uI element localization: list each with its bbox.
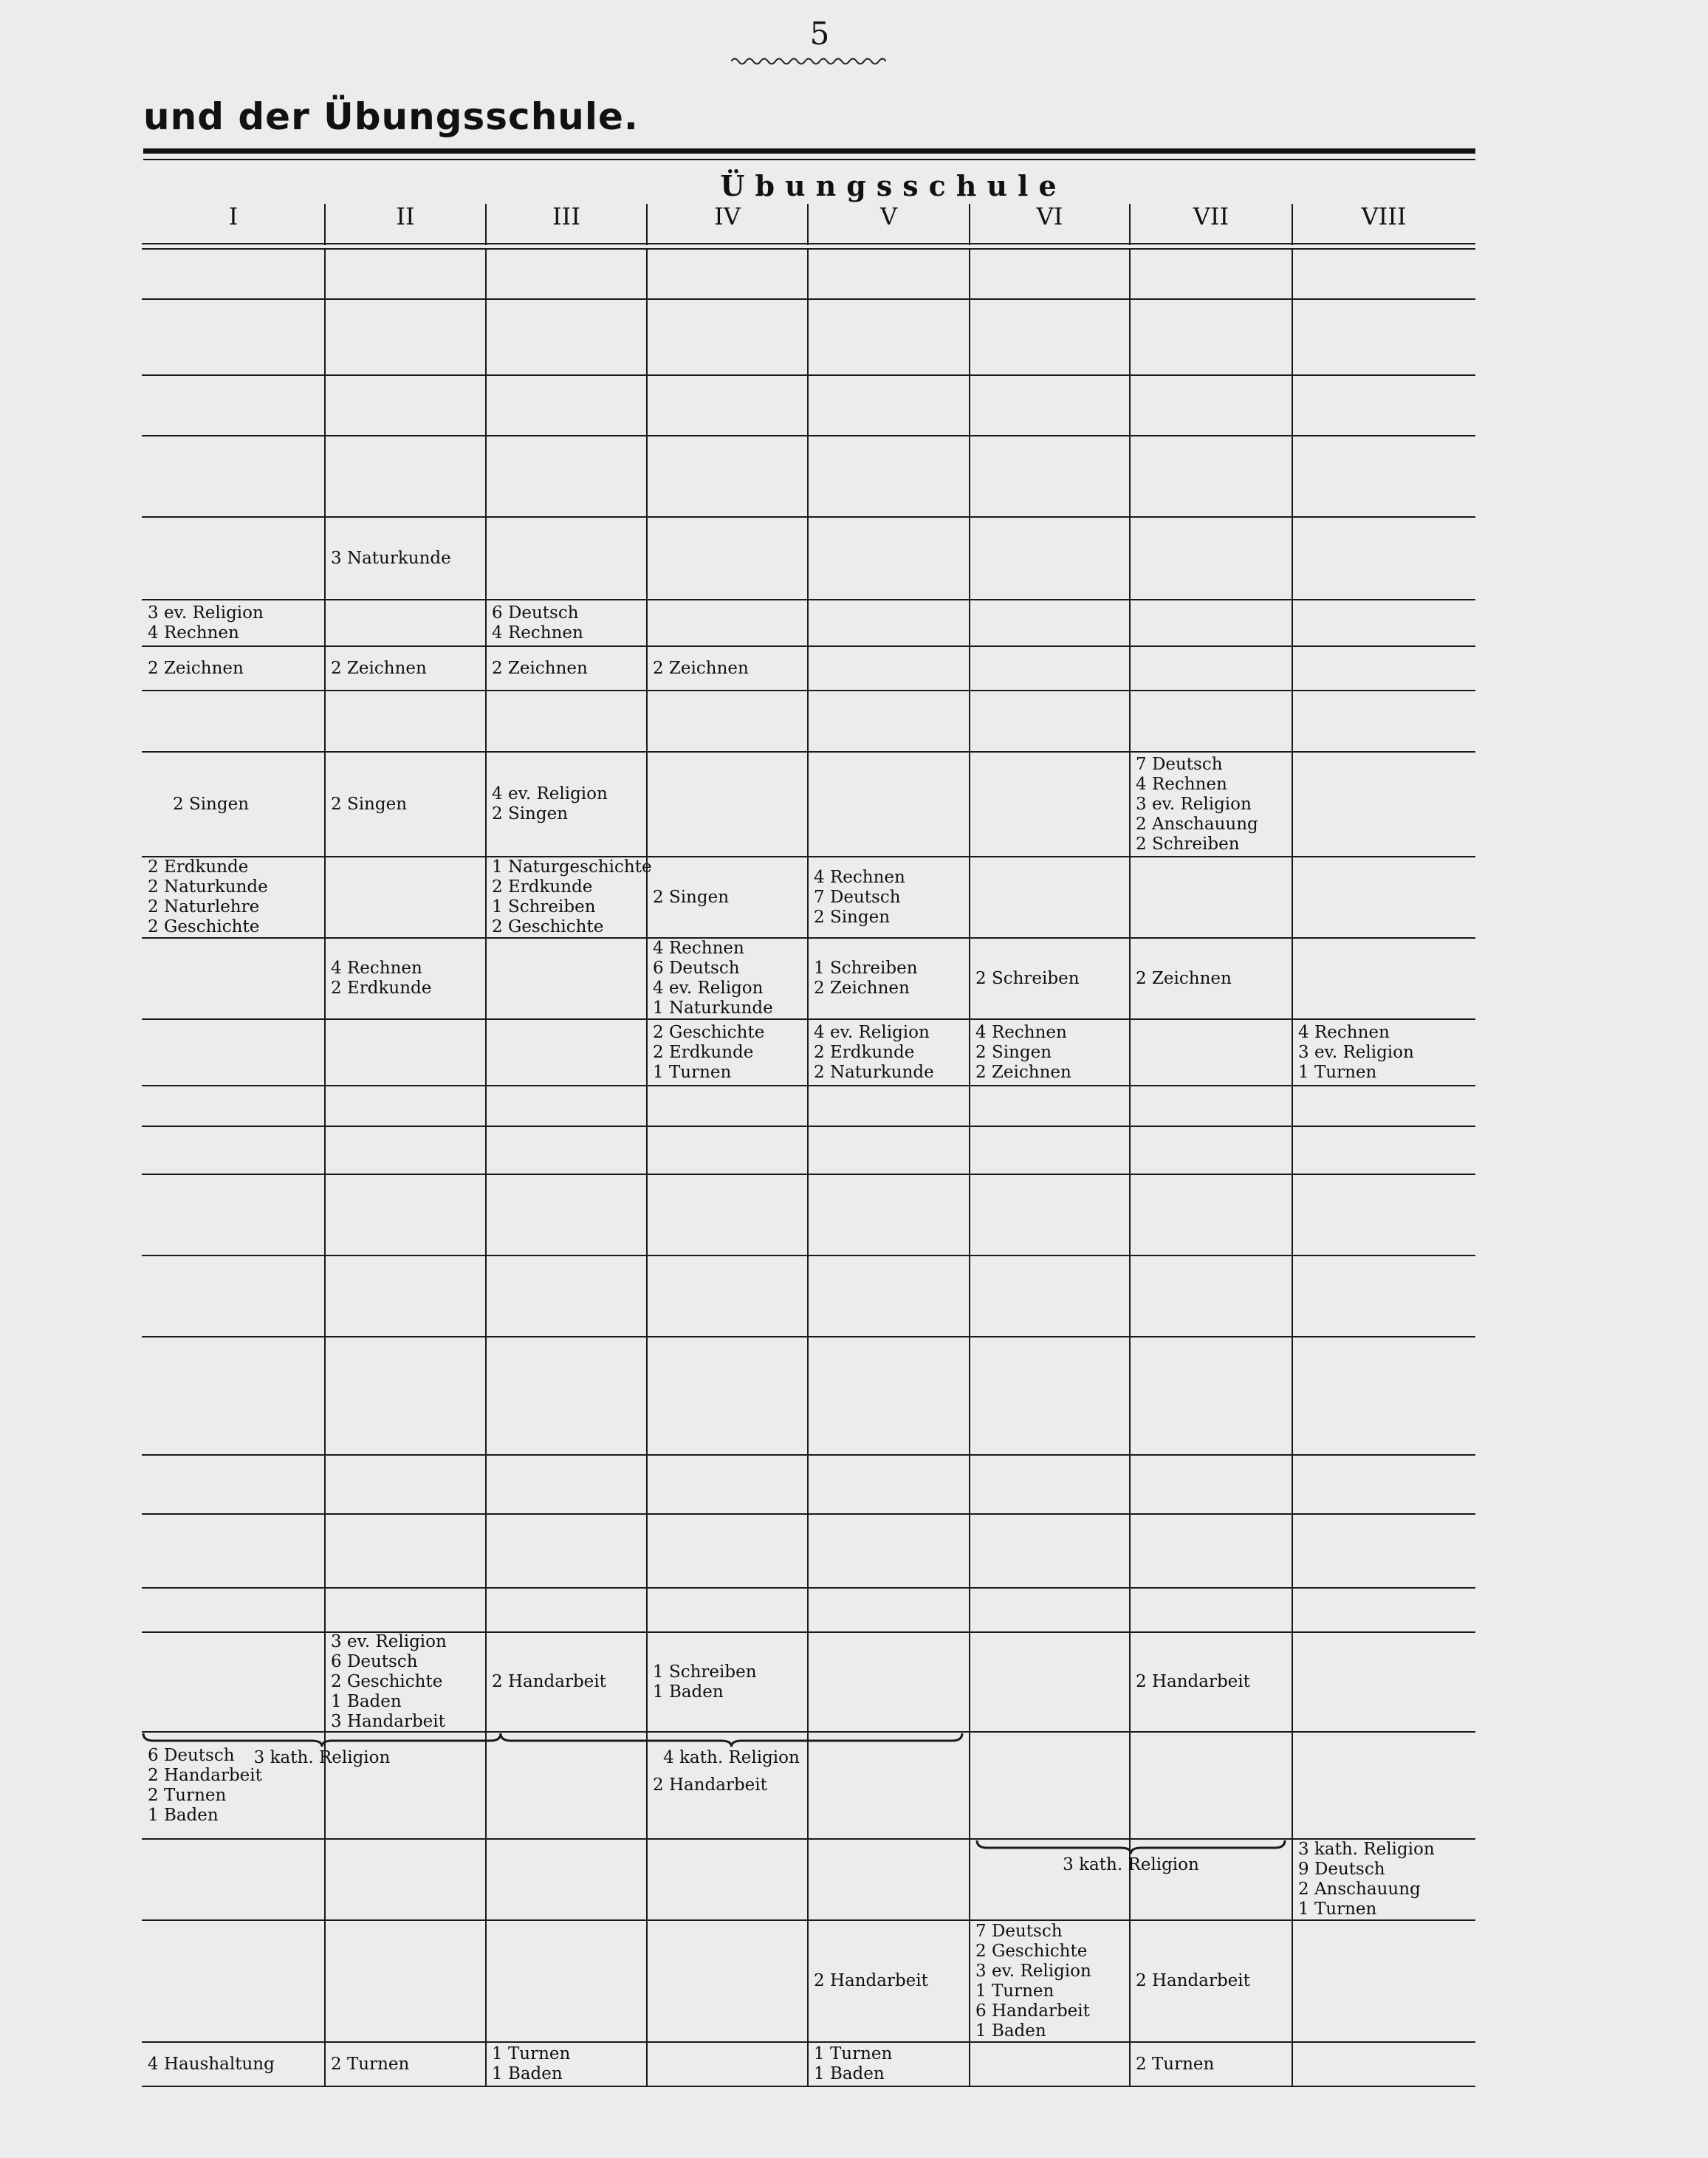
subject-entry: 7 Deutsch bbox=[975, 1921, 1063, 1941]
timetable-cell bbox=[653, 940, 805, 1017]
column-header: VII bbox=[1193, 202, 1229, 230]
subject-entry: 2 Naturlehre bbox=[148, 897, 260, 917]
timetable-cell bbox=[653, 1634, 805, 1730]
subject-entry: 1 Turnen bbox=[1298, 1062, 1377, 1082]
subject-entry: 2 Zeichnen bbox=[492, 658, 588, 678]
timetable-cell bbox=[653, 859, 805, 936]
subject-entry: 2 Turnen bbox=[331, 2054, 410, 2074]
subject-entry: 1 Schreiben bbox=[492, 897, 596, 917]
subject-entry: 1 Baden bbox=[492, 2064, 563, 2083]
subject-entry: 1 Baden bbox=[148, 1805, 219, 1825]
timetable-cell bbox=[331, 940, 483, 1017]
subject-entry: 6 Deutsch bbox=[148, 1745, 235, 1765]
timetable-cell bbox=[975, 940, 1127, 1017]
subject-entry: 1 Turnen bbox=[492, 2044, 571, 2063]
timetable-cell bbox=[1136, 940, 1289, 1017]
subject-entry: 4 ev. Religion bbox=[814, 1022, 930, 1042]
timetable-cell bbox=[1298, 1841, 1472, 1918]
subject-entry: 2 Singen bbox=[653, 887, 730, 907]
column-header: VIII bbox=[1361, 202, 1407, 230]
timetable-cell bbox=[1136, 1922, 1289, 2040]
subject-entry: 3 Handarbeit bbox=[331, 1712, 445, 1731]
subject-entry: 2 Singen bbox=[331, 794, 408, 814]
timetable-cell bbox=[653, 648, 805, 688]
subject-entry: 2 Schreiben bbox=[975, 968, 1080, 988]
column-header: VI bbox=[1036, 202, 1063, 230]
subject-entry: 4 Rechnen bbox=[653, 939, 744, 958]
timetable-cell bbox=[331, 519, 483, 597]
subject-entry: 2 Anschauung bbox=[1298, 1880, 1421, 1899]
timetable-cell bbox=[975, 1922, 1127, 2040]
subject-entry: 2 Schreiben bbox=[1136, 834, 1240, 854]
timetable-cell bbox=[148, 2044, 322, 2084]
column-header: II bbox=[396, 202, 415, 230]
subject-entry: 2 Naturkunde bbox=[148, 877, 268, 897]
timetable-cell bbox=[492, 857, 652, 936]
timetable-cell bbox=[492, 754, 644, 854]
subject-entry: 4 Rechnen bbox=[492, 623, 583, 643]
subject-entry: 2 Zeichnen bbox=[331, 658, 427, 678]
subject-entry: 3 Naturkunde bbox=[331, 548, 451, 568]
timetable-cell bbox=[331, 1634, 483, 1730]
timetable-cell bbox=[492, 648, 644, 688]
timetable-cell bbox=[653, 1734, 805, 1837]
brace-2 bbox=[977, 1840, 1285, 1854]
subject-entry: 2 Naturkunde bbox=[814, 1062, 934, 1082]
column-header: V bbox=[879, 202, 898, 230]
subject-entry: 2 Geschichte bbox=[492, 917, 604, 936]
subject-entry: 4 Rechnen bbox=[1136, 774, 1227, 794]
subject-entry: 1 Baden bbox=[653, 1682, 724, 1702]
page-number: 5 bbox=[809, 16, 830, 52]
subject-entry: 4 Rechnen bbox=[1298, 1022, 1390, 1042]
subject-entry: 3 ev. Religion bbox=[148, 603, 264, 623]
timetable-cell bbox=[814, 2044, 967, 2084]
column-header: I bbox=[228, 202, 239, 230]
subject-entry: 6 Deutsch bbox=[492, 603, 579, 623]
timetable-cell bbox=[1136, 754, 1289, 854]
timetable-cell bbox=[814, 1021, 967, 1083]
subject-entry: 2 Erdkunde bbox=[492, 877, 593, 897]
subject-entry: 2 Handarbeit bbox=[1136, 1672, 1250, 1691]
subject-entry: 1 Schreiben bbox=[653, 1662, 757, 1682]
subject-entry: 2 Zeichnen bbox=[653, 658, 749, 678]
brace-label: 3 kath. Religion bbox=[1063, 1855, 1199, 1874]
subject-entry: 2 Handarbeit bbox=[1136, 1971, 1250, 1990]
subject-entry: 6 Deutsch bbox=[653, 959, 740, 978]
subject-entry: 1 Baden bbox=[975, 2021, 1046, 2041]
subject-entry: 3 ev. Religion bbox=[1298, 1042, 1414, 1062]
subject-entry: 4 ev. Religon bbox=[653, 979, 764, 998]
timetable-cell bbox=[331, 754, 483, 854]
subject-entry: 2 Geschichte bbox=[148, 917, 260, 936]
timetable-cell bbox=[814, 859, 967, 936]
subject-entry: 2 Turnen bbox=[148, 1785, 227, 1805]
timetable-cell bbox=[331, 648, 483, 688]
timetable-cell bbox=[148, 1734, 322, 1837]
section-title: Übungsschule bbox=[720, 169, 1067, 202]
subject-entry: 2 Erdkunde bbox=[814, 1042, 915, 1062]
subject-entry: 2 Singen bbox=[975, 1042, 1052, 1062]
subject-entry: 2 Singen bbox=[492, 804, 569, 823]
subject-entry: 3 kath. Religion bbox=[1298, 1840, 1435, 1859]
subject-entry: 4 ev. Religion bbox=[492, 784, 608, 804]
subject-entry: 2 Singen bbox=[173, 794, 250, 814]
subject-entry: 1 Naturgeschichte bbox=[492, 857, 652, 877]
subject-entry: 1 Turnen bbox=[653, 1062, 732, 1082]
subject-entry: 6 Handarbeit bbox=[975, 2001, 1090, 2021]
subject-entry: 3 ev. Religion bbox=[975, 1961, 1091, 1981]
subject-entry: 2 Erdkunde bbox=[148, 857, 249, 877]
column-header: III bbox=[552, 202, 580, 230]
timetable-cell bbox=[492, 1634, 644, 1730]
subject-entry: 2 Erdkunde bbox=[653, 1042, 754, 1062]
subject-entry: 1 Turnen bbox=[975, 1981, 1054, 2001]
timetable-cell bbox=[148, 859, 322, 936]
subject-entry: 6 Deutsch bbox=[331, 1652, 418, 1671]
subject-entry: 1 Turnen bbox=[1298, 1900, 1377, 1919]
timetable-cell bbox=[492, 602, 644, 644]
subject-entry: 1 Schreiben bbox=[814, 959, 918, 978]
timetable-cell bbox=[814, 1922, 967, 2040]
subject-entry: 2 Erdkunde bbox=[331, 979, 432, 998]
subject-entry: 2 Zeichnen bbox=[1136, 968, 1232, 988]
subject-entry: 2 Zeichnen bbox=[975, 1062, 1071, 1082]
timetable-cell bbox=[331, 2044, 483, 2084]
timetable-cell bbox=[814, 940, 967, 1017]
subject-entry: 7 Deutsch bbox=[1136, 754, 1223, 774]
timetable-cell bbox=[975, 1021, 1127, 1083]
subject-entry: 4 Rechnen bbox=[148, 623, 239, 643]
subject-entry: 2 Handarbeit bbox=[492, 1672, 606, 1691]
page-heading: und der Übungsschule. bbox=[143, 95, 639, 138]
subject-entry: 2 Geschichte bbox=[331, 1672, 443, 1691]
subject-entry: 2 Handarbeit bbox=[653, 1775, 767, 1795]
subject-entry: 1 Baden bbox=[331, 1692, 402, 1711]
subject-entry: 2 Geschichte bbox=[653, 1022, 765, 1042]
timetable-cell bbox=[148, 754, 347, 854]
subject-entry: 4 Rechnen bbox=[814, 867, 905, 887]
subject-entry: 4 Rechnen bbox=[975, 1022, 1067, 1042]
subject-entry: 3 ev. Religion bbox=[331, 1632, 447, 1651]
timetable-cell bbox=[492, 2044, 644, 2084]
subject-entry: 1 Turnen bbox=[814, 2044, 893, 2063]
subject-entry: 2 Geschichte bbox=[975, 1941, 1088, 1961]
subject-entry: 4 Rechnen bbox=[331, 959, 422, 978]
subject-entry: 1 Naturkunde bbox=[653, 998, 773, 1018]
timetable-cell bbox=[148, 602, 322, 644]
timetable-cell bbox=[1136, 2044, 1289, 2084]
subject-entry: 1 Baden bbox=[814, 2064, 885, 2083]
subject-entry: 2 Zeichnen bbox=[148, 658, 244, 678]
subject-entry: 2 Handarbeit bbox=[814, 1971, 928, 1990]
timetable-cell bbox=[1136, 1634, 1289, 1730]
timetable-cell bbox=[653, 1021, 805, 1083]
subject-entry: 2 Turnen bbox=[1136, 2054, 1215, 2074]
subject-entry: 3 ev. Religion bbox=[1136, 794, 1252, 814]
column-header: IV bbox=[714, 202, 741, 230]
subject-entry: 4 Haushaltung bbox=[148, 2054, 275, 2074]
subject-entry: 2 Handarbeit bbox=[148, 1765, 262, 1785]
subject-entry: 7 Deutsch bbox=[814, 887, 901, 907]
subject-entry: 2 Singen bbox=[814, 907, 891, 927]
brace-label: 4 kath. Religion bbox=[663, 1748, 800, 1767]
subject-entry: 2 Anschauung bbox=[1136, 814, 1258, 834]
timetable-cell bbox=[148, 648, 322, 688]
subject-entry: 2 Zeichnen bbox=[814, 979, 910, 998]
subject-entry: 9 Deutsch bbox=[1298, 1860, 1385, 1879]
brace-label: 3 kath. Religion bbox=[253, 1748, 391, 1767]
timetable-cell bbox=[1298, 1021, 1472, 1083]
